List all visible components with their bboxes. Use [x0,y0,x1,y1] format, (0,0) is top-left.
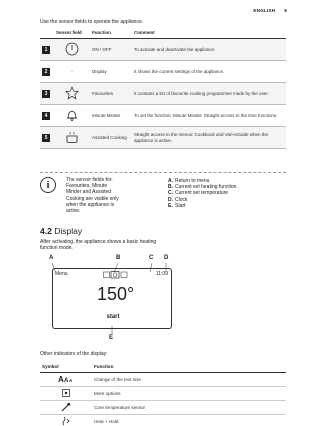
legend-item: B. Current set heating function [168,184,237,191]
function-name: Assisted Cooking [90,127,132,149]
sensor-table [40,28,286,149]
table-row [40,83,286,105]
section-heading: 4.2 Display [40,226,83,236]
callout-label-c: C [149,255,154,261]
table-row [40,387,286,401]
table-row [40,127,286,149]
table-row [40,415,286,426]
table-row [40,61,286,83]
function-name: Minute Minder [90,105,132,127]
function-comment: It shows the current settings of the appliance. [132,61,286,83]
callout-label-e: E [109,335,114,341]
row-number: 5 [42,134,50,142]
function-name: Display [90,61,132,83]
legend-item: A. Return to menu [168,178,210,184]
col-symbol: Symbol [40,362,92,373]
function-name: Favourites [90,83,132,105]
indicator-function: Change of the text size [92,373,286,387]
menu-label: Menu [55,271,68,277]
function-comment: Straight access to the menus: Cookbook and Vari-oGuide when the appliance is active. [132,127,286,149]
col-comment: Comment [132,28,286,39]
row-number: 1 [42,46,50,54]
row-number: 4 [42,112,50,120]
function-comment: To set the function: Minute Minder. Straight access to the time functions. [132,105,286,127]
more-options-icon [62,389,70,397]
start-label: start [106,314,120,320]
divider [40,172,286,173]
col-function: Function [90,28,132,39]
callout-label-d: D [164,255,169,261]
function-name: ON / OFF [90,39,132,61]
text-size-icon [58,375,74,383]
col-function: Function [92,362,286,373]
info-icon: i [40,177,56,193]
indicators-table [40,362,286,426]
function-comment: It contains a list of favourite cooking programmes made by the user. [132,83,286,105]
col-sensor: Sensor field [54,28,90,39]
heating-function-icon [103,271,129,279]
table-row [40,39,286,61]
table-row [40,105,286,127]
svg-text:A: A [58,375,64,383]
callout-label-b: B [116,255,121,261]
section-body: After activating, the appliance shows a basic heating function mode. [40,239,157,252]
no-icon-dash: - [54,61,90,83]
section-label: ENGLISH [253,8,276,13]
display-legend [168,178,236,209]
svg-text:A: A [64,378,69,383]
clock: 11:09 [155,271,168,277]
indicator-function: Core temperature sensor [92,401,286,415]
note-text: The sensor fields for: Favourites, Minute Minder and Assisted Cooking are visible only when the appliance is active. [66,177,119,215]
page-number: 9 [284,8,287,13]
table-row [40,401,286,415]
indicator-function: More options [92,387,286,401]
heat-hold-icon [61,416,71,426]
function-comment: To activate and deactivate the appliance. [132,39,286,61]
callout-label-a: A [49,255,54,261]
table-row [40,373,286,387]
intro-text: Use the sensor fields to operate the appliance. [40,19,144,25]
legend-item: C. Current set temperature [168,190,229,197]
bell-icon [65,108,79,122]
row-number: 2 [42,68,50,76]
power-icon [65,42,79,56]
temperature: 150° [97,284,135,304]
info-note [40,177,164,214]
legend-item: D. Clock [168,196,188,203]
other-indicators-heading: Other indicators of the display: [40,351,108,357]
legend-item: E. Start [168,202,186,209]
oven-display [52,268,172,329]
page-header [253,8,287,13]
display-diagram [40,255,176,345]
col-num [40,28,54,39]
indicator-function: Heat + Hold [92,415,286,426]
star-icon [65,86,79,100]
cooking-pot-icon [65,130,79,144]
core-temperature-sensor-icon [61,402,71,412]
svg-text:A: A [69,378,73,383]
row-number: 3 [42,90,50,98]
